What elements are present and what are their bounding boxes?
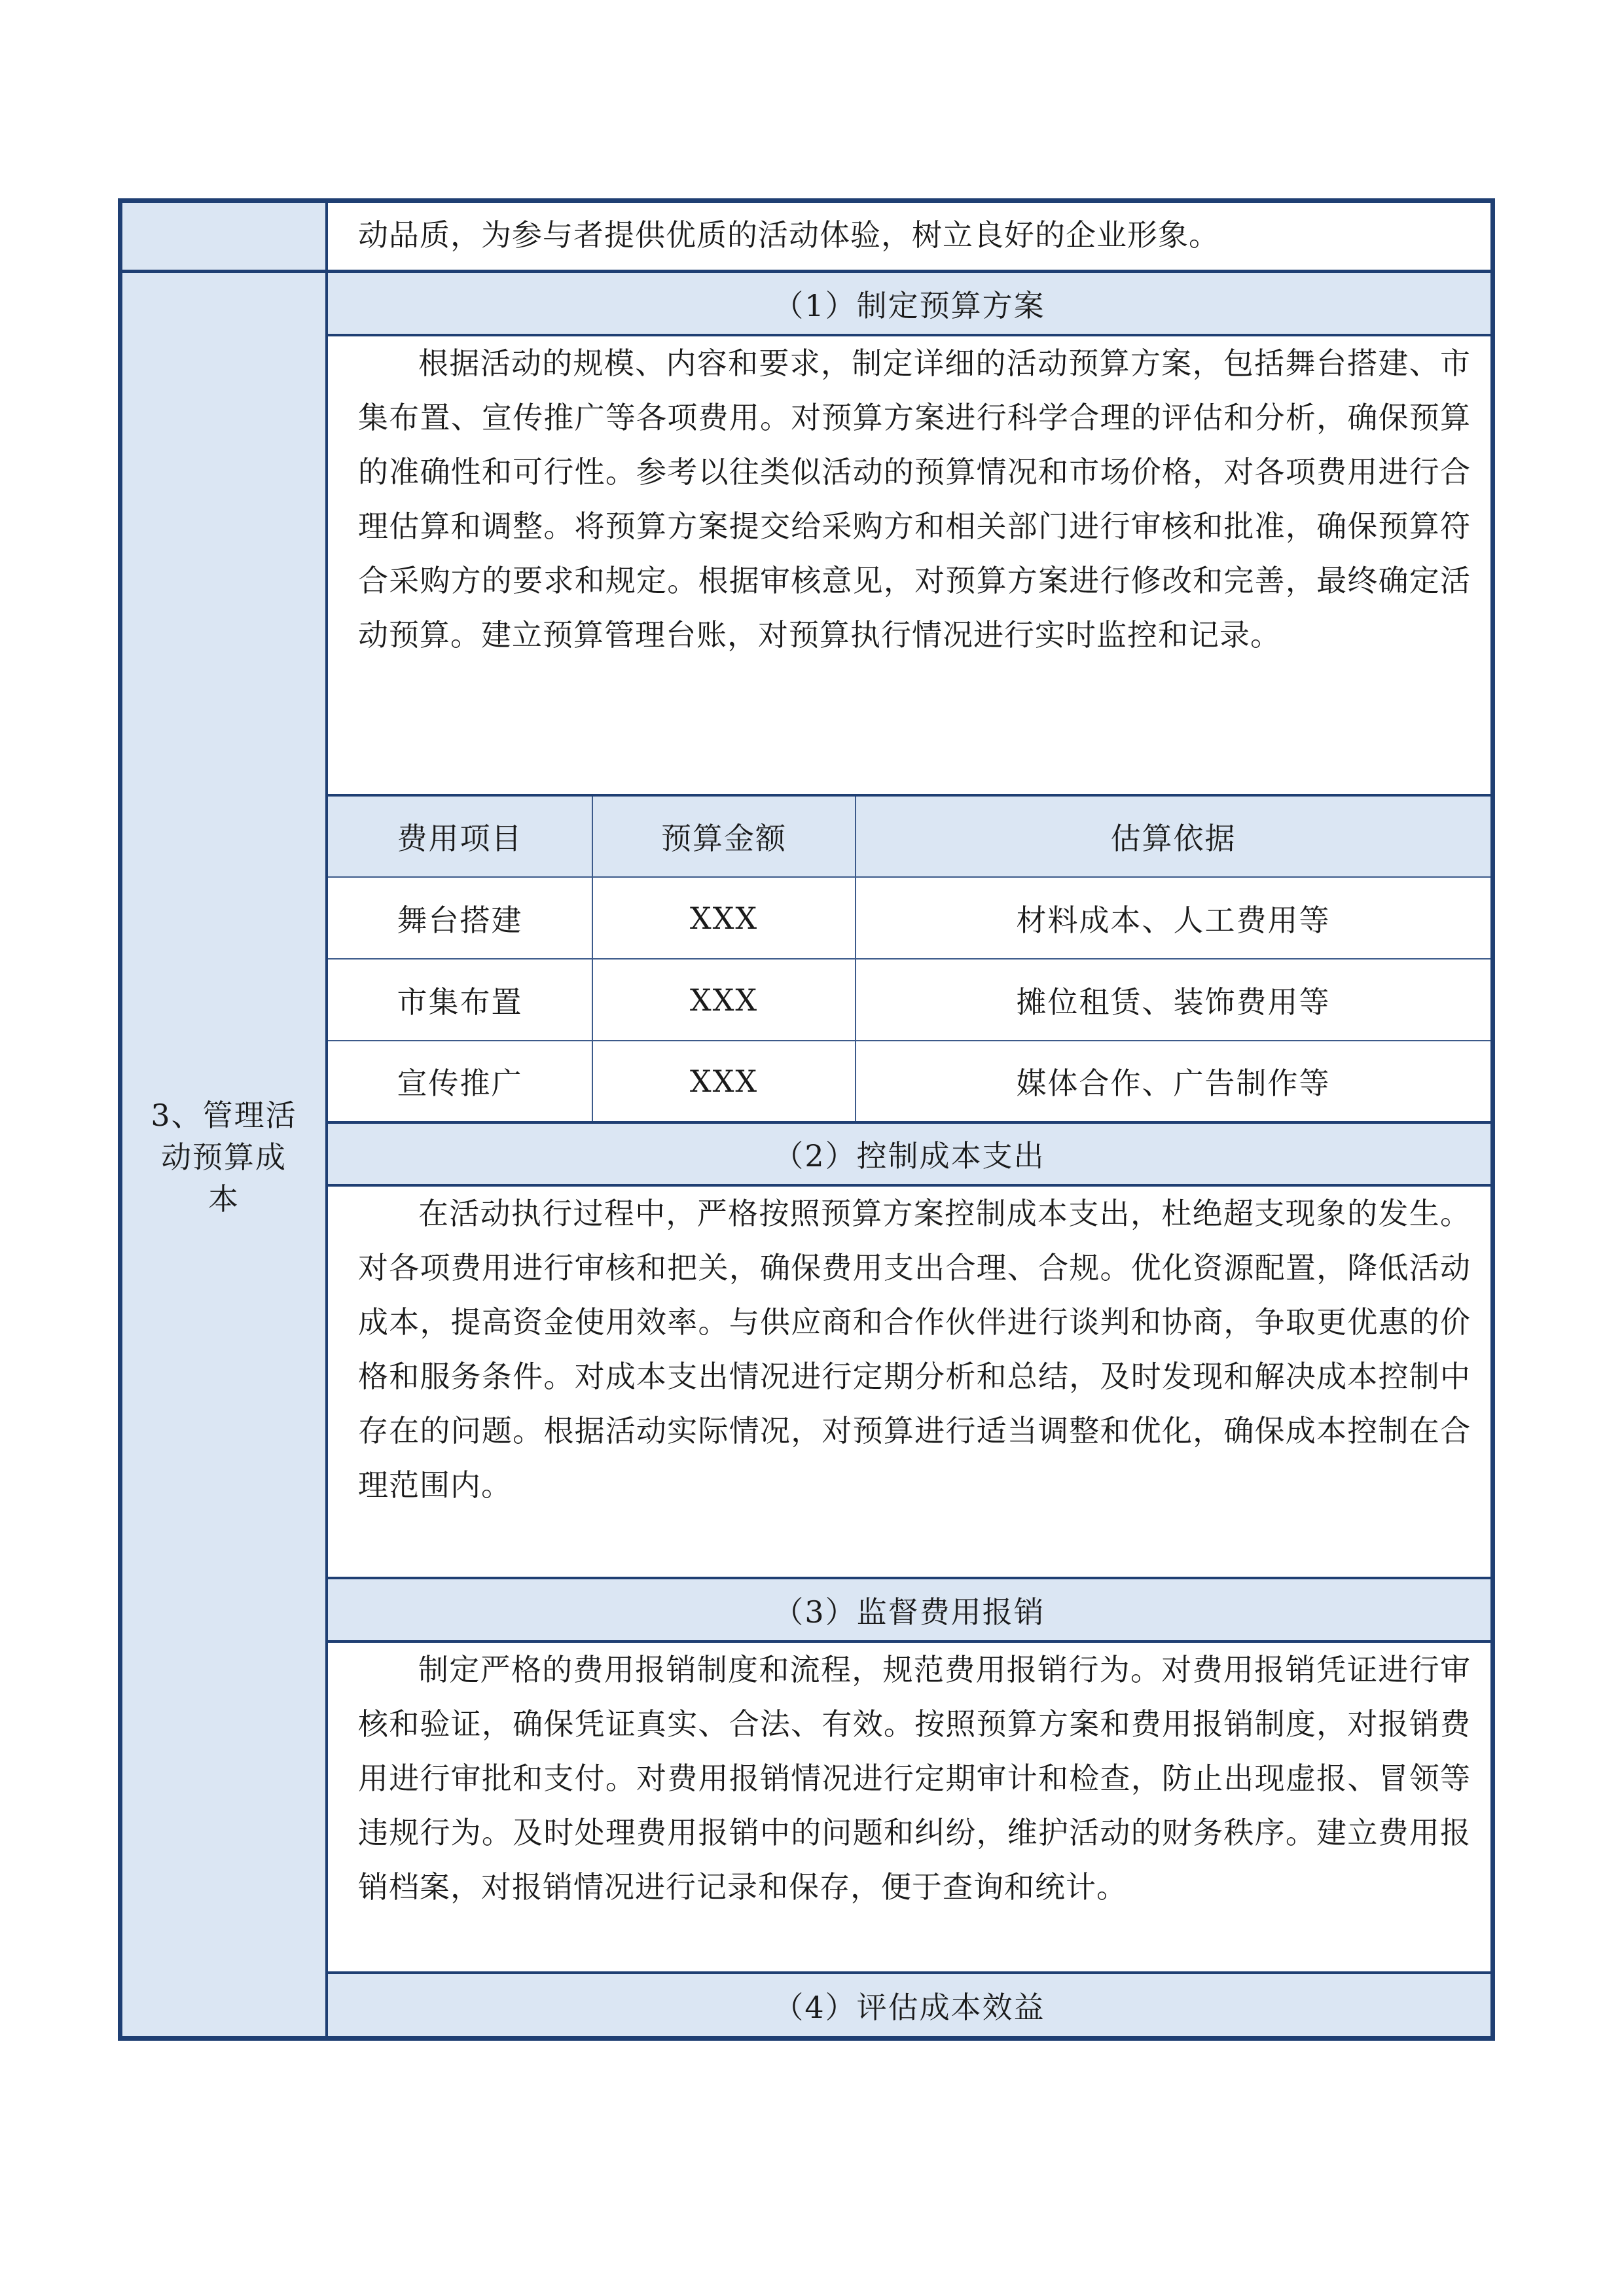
category-line-2: 动预算成 [161,1139,287,1175]
section-2-body: 在活动执行过程中，严格按照预算方案控制成本支出，杜绝超支现象的发生。对各项费用进行审核和把关，确保费用支出合理、合规。优化资源配置，降低活动成本，提高资金使用效率。与供应商和合作伙伴进行谈判和协商，争取更优惠的价格和服务条件。对成本支出情况进行定期分析和总结，及时发现和解决成本控制中存在的问题。根据活动实际情况，对预算进行适当调整和优化，确保成本控制在合理范围内。 [358,1196,1471,1503]
section-2-heading: （2）控制成本支出 [328,1124,1490,1184]
table-column-divider [592,797,593,1121]
table-cell-item: 市集布置 [397,984,523,1020]
category-line-3: 本 [208,1181,240,1217]
table-column-divider [855,797,856,1121]
left-column-cell-top [122,203,328,270]
section-1-body: 根据活动的规模、内容和要求，制定详细的活动预算方案，包括舞台搭建、市集布置、宣传推广等各项费用。对预算方案进行科学合理的评估和分析，确保预算的准确性和可行性。参考以往类似活动的预算情况和市场价格，对各项费用进行合理估算和调整。将预算方案提交给采购方和相关部门进行审核和批准，确保预算符合采购方的要求和规定。根据审核意见，对预算方案进行修改和完善，最终确定活动预算。建立预算管理台账，对预算执行情况进行实时监控和记录。 [358,346,1471,653]
table-cell-item: 舞台搭建 [397,902,523,938]
section-3-body: 制定严格的费用报销制度和流程，规范费用报销行为。对费用报销凭证进行审核和验证，确保凭证真实、合法、有效。按照预算方案和费用报销制度，对报销费用进行审批和支付。对费用报销情况进行定期审计和检查，防止出现虚报、冒领等违规行为。及时处理费用报销中的问题和纠纷，维护活动的财务秩序。建立费用报销档案，对报销情况进行记录和保存，便于查询和统计。 [358,1652,1471,1905]
table-cell-amount: XXX [689,900,759,936]
table-header-item: 费用项目 [328,797,592,876]
table-header-amount: 预算金额 [593,797,855,876]
table-cell-item: 宣传推广 [397,1066,523,1101]
document-table [118,198,1495,2041]
table-cell-basis: 摊位租赁、装饰费用等 [1016,984,1331,1020]
table-header-basis: 估算依据 [856,797,1490,876]
section-1-heading: （1）制定预算方案 [328,273,1490,334]
section-4-heading: （4）评估成本效益 [328,1974,1490,2036]
table-cell-amount: XXX [689,982,759,1018]
table-cell-basis: 材料成本、人工费用等 [1016,902,1331,938]
table-cell-basis: 媒体合作、广告制作等 [1016,1066,1331,1101]
category-line-1: 3、管理活 [151,1098,297,1133]
category-label [122,1094,325,1220]
table-cell-amount: XXX [689,1064,759,1099]
top-row-text: 动品质，为参与者提供优质的活动体验，树立良好的企业形象。 [358,217,1219,253]
section-3-heading: （3）监督费用报销 [328,1579,1490,1640]
